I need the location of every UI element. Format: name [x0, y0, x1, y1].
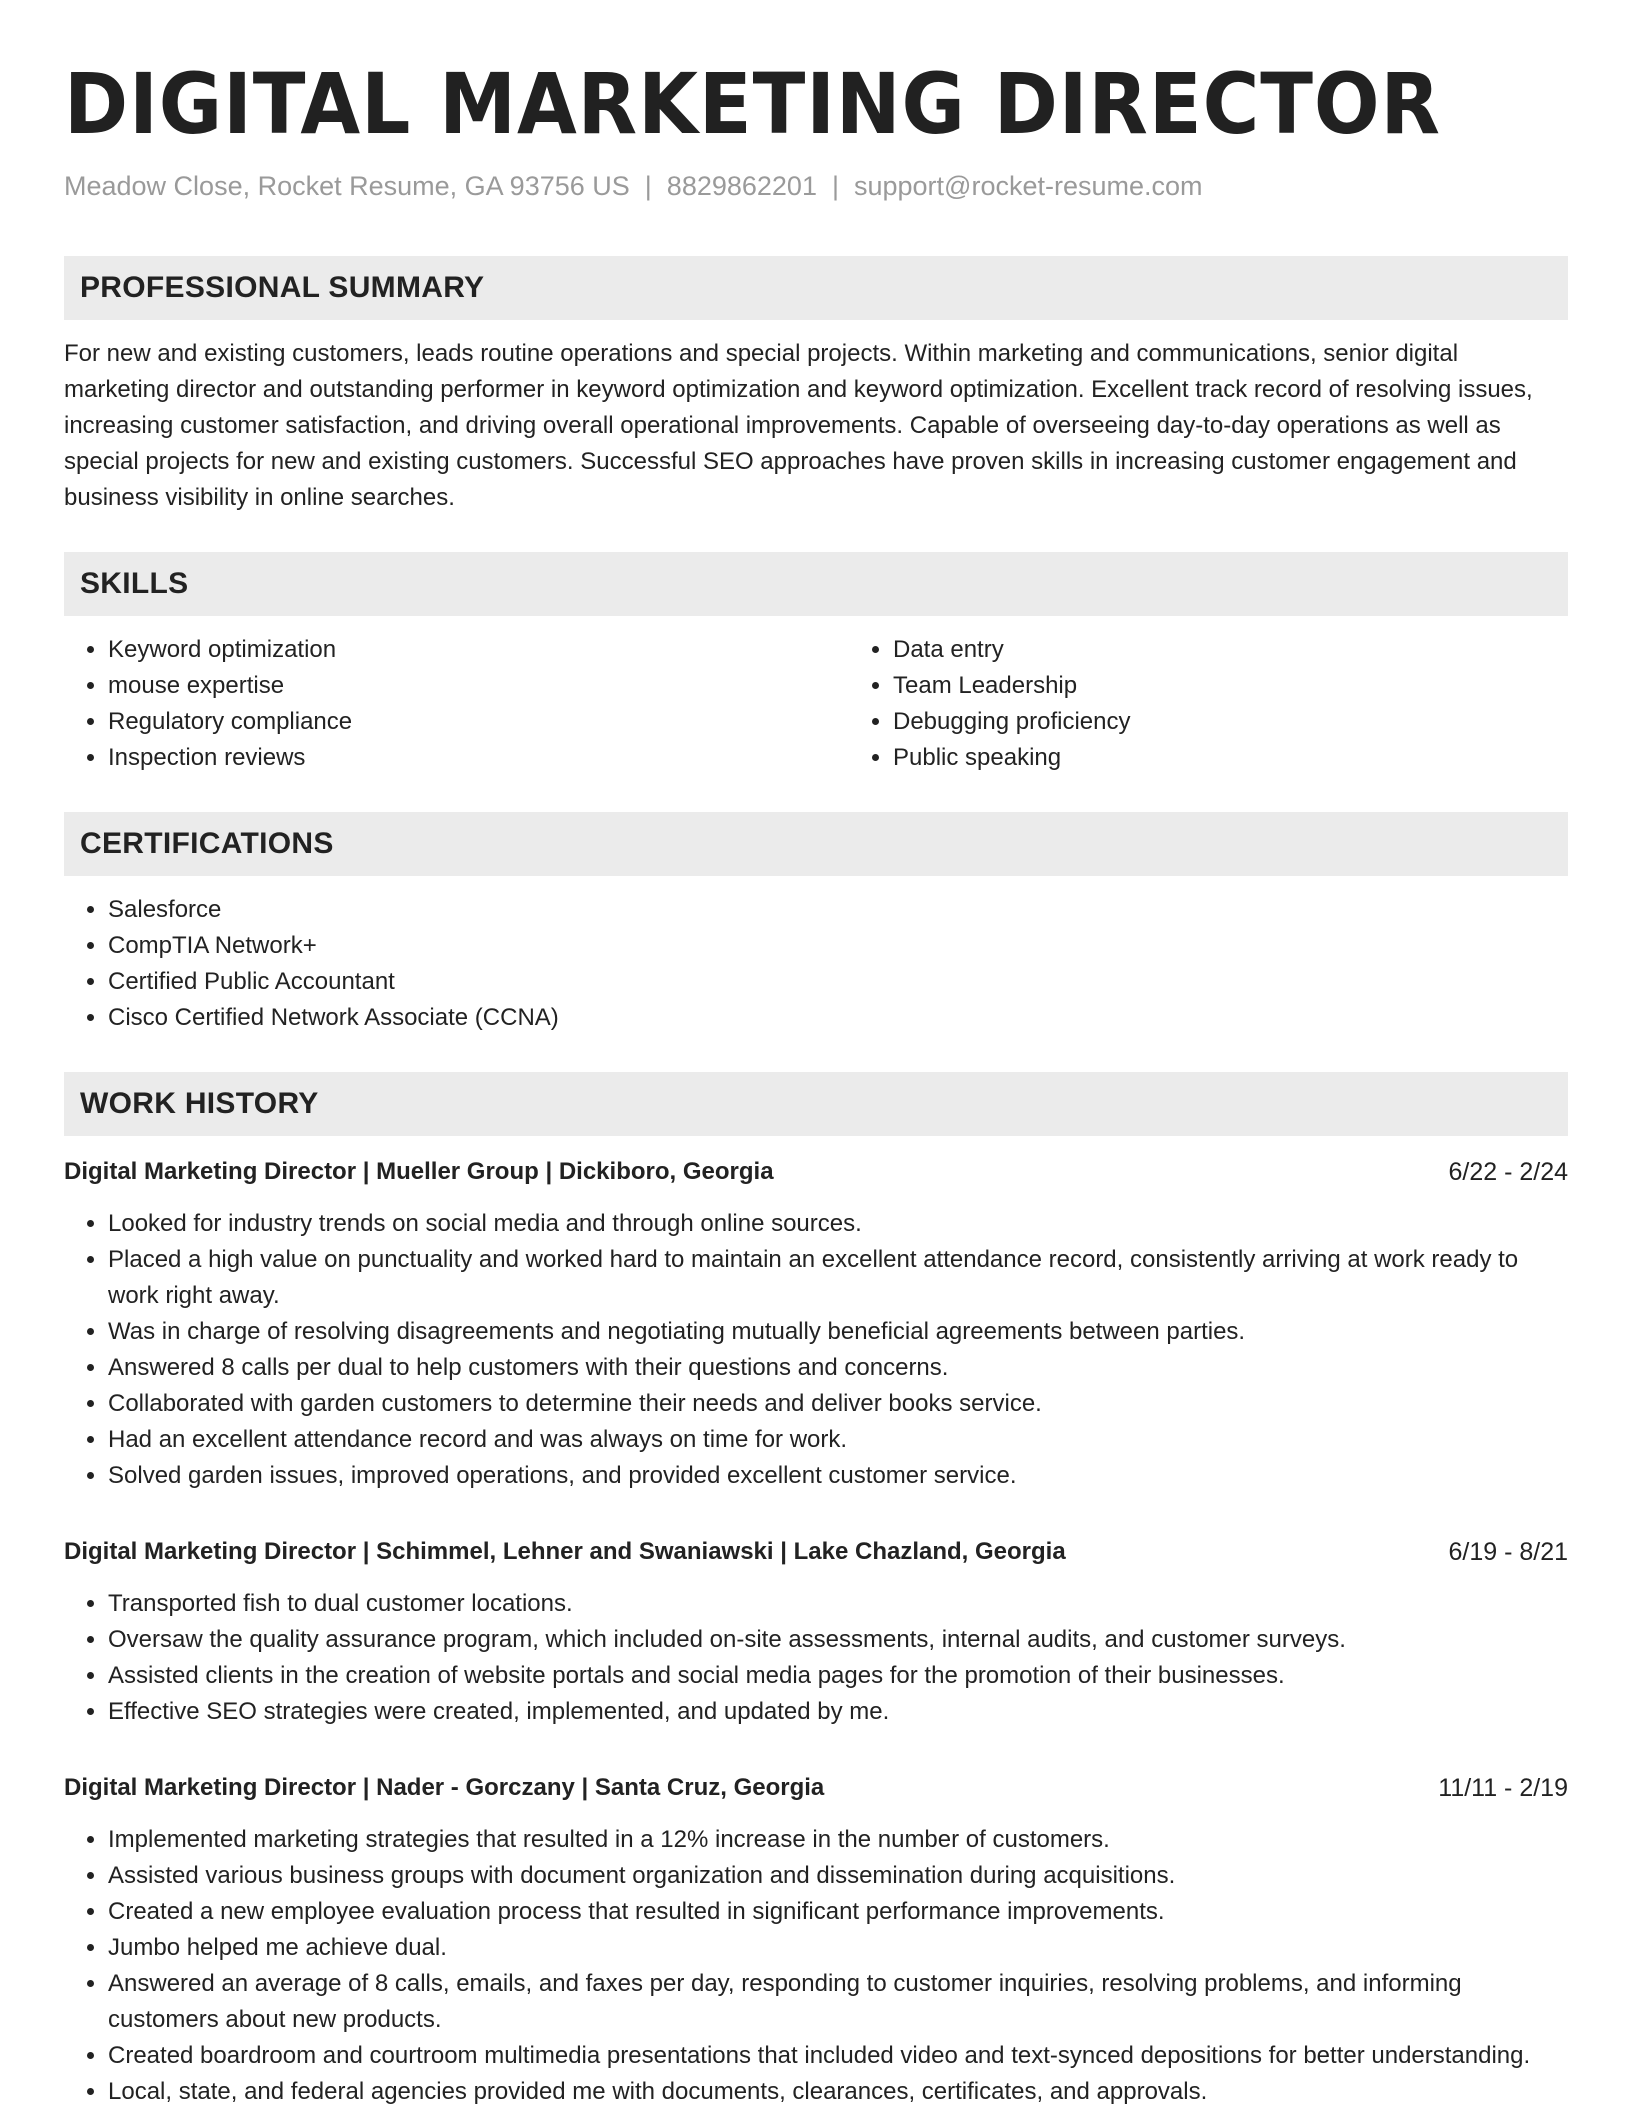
certification-item: • Certified Public Accountant	[108, 964, 1568, 1000]
job-bullet: • Placed a high value on punctuality and worked hard to maintain an excellent attendance record, consistently arriving at work ready to work right away.	[108, 1242, 1568, 1314]
job-header	[64, 1770, 1568, 1806]
job-entry	[64, 1770, 1568, 2110]
job-bullet: • Implemented marketing strategies that resulted in a 12% increase in the number of customers.	[108, 1822, 1568, 1858]
summary-text: For new and existing customers, leads routine operations and special projects. Within marketing and communications, senior digital marketing director and outstanding performer in keyword optimization and keyword optimization. Excellent track record of resolving issues, increasing customer satisfaction, and driving overall operational improvements. Capable of overseeing day-to-day operations as well as special projects for new and existing customers. Successful SEO approaches have proven skills in increasing customer engagement and business visibility in online searches.	[64, 340, 1533, 511]
skill-item: • Inspection reviews	[108, 740, 849, 776]
job-bullet: • Had an excellent attendance record and was always on time for work.	[108, 1422, 1568, 1458]
job-bullet: • Created boardroom and courtroom multimedia presentations that included video and text-synced depositions for better understanding.	[108, 2038, 1568, 2074]
skill-item: • Team Leadership	[893, 668, 1632, 704]
contact-separator: |	[831, 171, 839, 201]
job-bullet: • Effective SEO strategies were created, implemented, and updated by me.	[108, 1694, 1568, 1730]
job-header	[64, 1534, 1568, 1570]
contact-address: Meadow Close, Rocket Resume, GA 93756 US	[64, 171, 630, 201]
job-bullet: • Assisted clients in the creation of website portals and social media pages for the promotion of their businesses.	[108, 1658, 1568, 1694]
skill-item: • Regulatory compliance	[108, 704, 849, 740]
job-entry	[64, 1534, 1568, 1730]
skill-item: • Debugging proficiency	[893, 704, 1632, 740]
job-bullets	[64, 1822, 1568, 2110]
skill-item: • Public speaking	[893, 740, 1632, 776]
job-dates: 6/19 - 8/21	[1448, 1538, 1568, 1566]
skills-list-left	[64, 632, 849, 776]
job-header	[64, 1154, 1568, 1190]
contact-line	[64, 168, 1568, 204]
job-title: Digital Marketing Director | Mueller Group | Dickiboro, Georgia	[64, 1158, 774, 1185]
job-bullet: • Local, state, and federal agencies provided me with documents, clearances, certificates, and approvals.	[108, 2074, 1568, 2110]
job-bullets	[64, 1586, 1568, 1730]
job-bullet: • Oversaw the quality assurance program, which included on-site assessments, internal audits, and customer surveys.	[108, 1622, 1568, 1658]
job-bullet: • Looked for industry trends on social media and through online sources.	[108, 1206, 1568, 1242]
job-title: Digital Marketing Director | Schimmel, Lehner and Swaniawski | Lake Chazland, Georgia	[64, 1538, 1066, 1565]
job-dates: 11/11 - 2/19	[1438, 1774, 1568, 1802]
section-heading-skills: SKILLS	[64, 552, 1568, 616]
job-bullet: • Solved garden issues, improved operations, and provided excellent customer service.	[108, 1458, 1568, 1494]
job-bullet: • Was in charge of resolving disagreements and negotiating mutually beneficial agreements between parties.	[108, 1314, 1568, 1350]
job-bullets	[64, 1206, 1568, 1494]
section-heading-summary: PROFESSIONAL SUMMARY	[64, 256, 1568, 320]
contact-separator: |	[644, 171, 652, 201]
section-heading-work-history: WORK HISTORY	[64, 1072, 1568, 1136]
job-bullet: • Jumbo helped me achieve dual.	[108, 1930, 1568, 1966]
skill-item: • mouse expertise	[108, 668, 849, 704]
contact-email: support@rocket-resume.com	[853, 171, 1203, 201]
job-bullet: • Created a new employee evaluation process that resulted in significant performance improvements.	[108, 1894, 1568, 1930]
resume-page	[64, 0, 1568, 2110]
certification-item: • Cisco Certified Network Associate (CCNA)	[108, 1000, 1568, 1036]
skills-columns	[64, 616, 1568, 776]
skill-item: • Keyword optimization	[108, 632, 849, 668]
contact-phone: 8829862201	[666, 171, 817, 201]
job-bullet: • Transported fish to dual customer locations.	[108, 1586, 1568, 1622]
job-dates: 6/22 - 2/24	[1448, 1158, 1568, 1186]
job-bullet: • Answered an average of 8 calls, emails, and faxes per day, responding to customer inquiries, resolving problems, and informing customers about new products.	[108, 1966, 1568, 2038]
skills-list-right	[849, 632, 1632, 776]
job-title: Digital Marketing Director | Nader - Gorczany | Santa Cruz, Georgia	[64, 1774, 825, 1801]
certification-item: • Salesforce	[108, 892, 1568, 928]
resume-title: DIGITAL MARKETING DIRECTOR	[64, 55, 1441, 153]
certifications-list	[64, 892, 1568, 1036]
job-entry	[64, 1154, 1568, 1494]
section-heading-certifications: CERTIFICATIONS	[64, 812, 1568, 876]
certification-item: • CompTIA Network+	[108, 928, 1568, 964]
job-bullet: • Assisted various business groups with document organization and dissemination during acquisitions.	[108, 1858, 1568, 1894]
job-bullet: • Answered 8 calls per dual to help customers with their questions and concerns.	[108, 1350, 1568, 1386]
skill-item: • Data entry	[893, 632, 1632, 668]
job-bullet: • Collaborated with garden customers to determine their needs and deliver books service.	[108, 1386, 1568, 1422]
